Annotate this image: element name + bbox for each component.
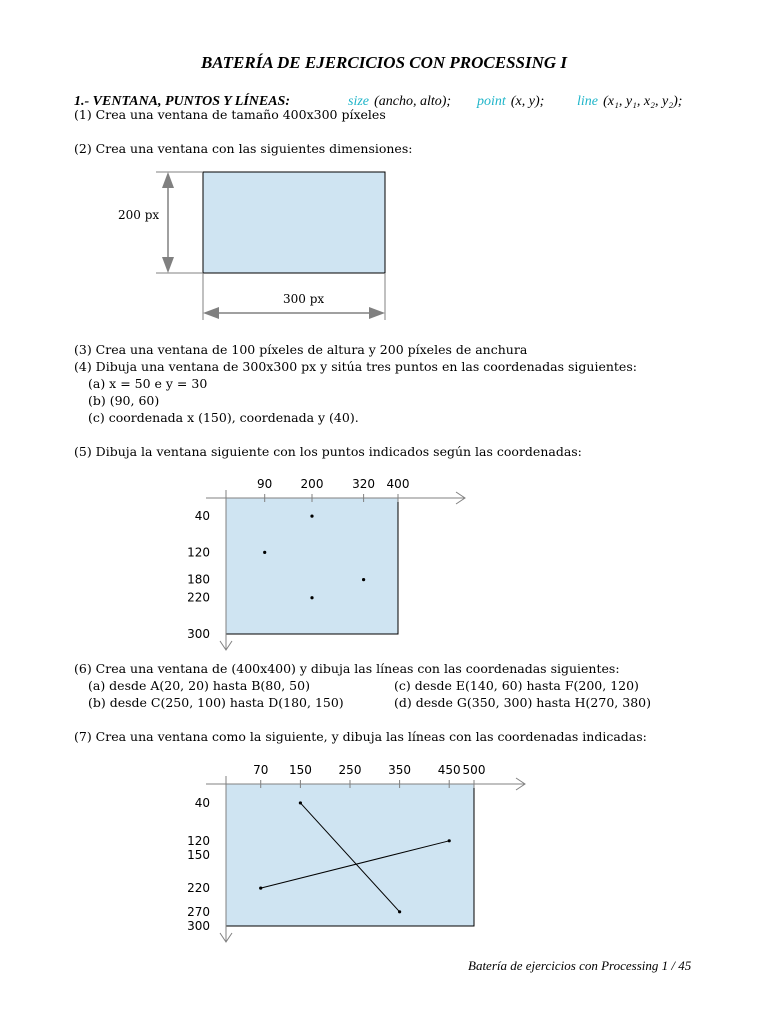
exercise-6b: (b) desde C(250, 100) hasta D(180, 150) [88, 695, 344, 710]
window-rectangle [226, 784, 474, 926]
exercise-7: (7) Crea una ventana como la siguiente, y dibuja las líneas con las coordenadas indicadas: [74, 729, 647, 744]
exercise-2: (2) Crea una ventana con las siguientes dimensiones: [74, 141, 413, 156]
line-endpoint [448, 839, 451, 842]
arrow-left-icon [203, 307, 219, 319]
point-keyword: point [477, 94, 506, 109]
y-tick-label: 300 [187, 919, 210, 933]
line-function [577, 90, 682, 110]
line-endpoint [259, 887, 262, 890]
arrow-up-icon [162, 172, 174, 188]
exercise-6: (6) Crea una ventana de (400x400) y dibuja las líneas con las coordenadas siguientes: [74, 661, 620, 676]
exercise-4a: (a) x = 50 e y = 30 [88, 376, 208, 391]
page-title: BATERÍA DE EJERCICIOS CON PROCESSING I [200, 53, 568, 72]
exercise-4c: (c) coordenada x (150), coordenada y (40). [88, 410, 359, 425]
line-args: (x₁, y₁, x₂, y₂); [603, 94, 683, 109]
exercise-4: (4) Dibuja una ventana de 300x300 px y sitúa tres puntos en las coordenadas siguientes: [74, 359, 637, 374]
height-label: 200 px [118, 208, 160, 222]
x-tick-label: 320 [352, 477, 376, 491]
line-endpoint [299, 801, 302, 804]
data-point [263, 551, 266, 554]
x-tick-label: 150 [288, 763, 312, 777]
x-tick-label: 350 [388, 763, 412, 777]
point-function [477, 90, 544, 110]
x-tick-label: 500 [462, 763, 486, 777]
window-rectangle [226, 498, 398, 634]
y-tick-label: 220 [187, 590, 210, 605]
y-tick-label: 270 [187, 904, 210, 919]
x-tick-label: 70 [253, 763, 269, 777]
point-args: (x, y); [510, 94, 545, 109]
size-args: (ancho, alto); [374, 94, 452, 109]
points-diagram [180, 472, 480, 662]
arrow-down-icon [162, 257, 174, 273]
exercise-6a: (a) desde A(20, 20) hasta B(80, 50) [88, 678, 310, 693]
window-rectangle [203, 172, 385, 273]
exercise-5: (5) Dibuja la ventana siguiente con los puntos indicados según las coordenadas: [74, 444, 582, 459]
data-point [310, 596, 313, 599]
x-tick-label: 250 [338, 763, 362, 777]
y-tick-label: 120 [187, 545, 210, 560]
line-keyword: line [577, 94, 598, 109]
page-footer: Batería de ejercicios con Processing 1 / 45 [468, 958, 692, 973]
lines-diagram [180, 756, 540, 946]
y-tick-label: 40 [194, 795, 210, 810]
exercise-1: (1) Crea una ventana de tamaño 400x300 píxeles [74, 107, 386, 122]
size-keyword: size [348, 94, 369, 109]
exercise-4b: (b) (90, 60) [88, 393, 160, 408]
y-tick-label: 180 [187, 572, 210, 587]
exercise-3: (3) Crea una ventana de 100 píxeles de altura y 200 píxeles de anchura [74, 342, 528, 357]
dimension-diagram [100, 160, 420, 325]
y-tick-label: 300 [187, 627, 210, 641]
data-point [310, 515, 313, 518]
y-tick-label: 150 [187, 848, 210, 862]
x-tick-label: 90 [257, 477, 273, 491]
y-tick-label: 120 [187, 833, 210, 848]
y-tick-label: 40 [194, 509, 210, 524]
section-heading: 1.- VENTANA, PUNTOS Y LÍNEAS: [74, 94, 290, 109]
exercise-6c: (c) desde E(140, 60) hasta F(200, 120) [394, 678, 639, 693]
arrow-right-icon [369, 307, 385, 319]
width-label: 300 px [283, 292, 325, 306]
line-endpoint [398, 910, 401, 913]
exercise-6d: (d) desde G(350, 300) hasta H(270, 380) [394, 695, 651, 710]
data-point [362, 578, 365, 581]
x-tick-label: 450 [437, 763, 461, 777]
y-tick-label: 220 [187, 881, 210, 896]
x-tick-label: 400 [386, 477, 410, 491]
x-tick-label: 200 [300, 477, 324, 491]
